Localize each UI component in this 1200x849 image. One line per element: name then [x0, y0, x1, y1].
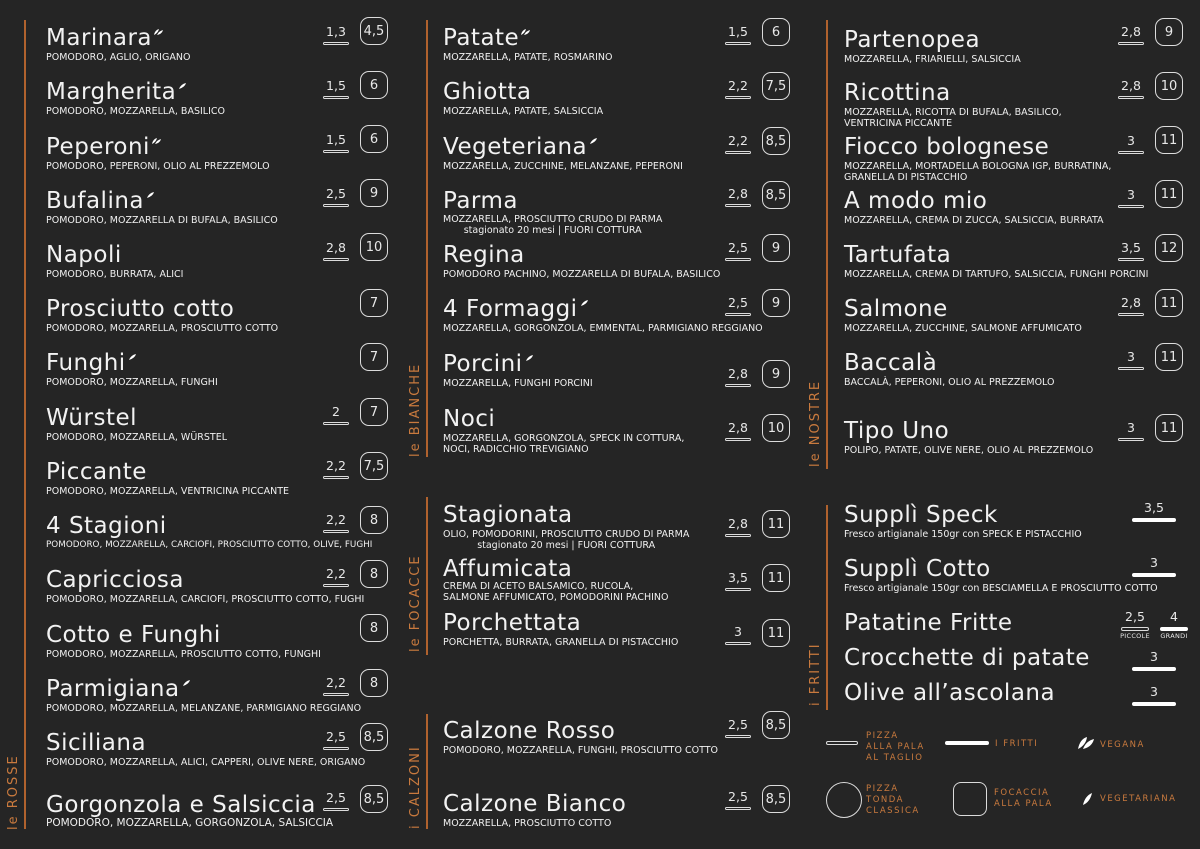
price-slice: 2,8 — [725, 421, 751, 435]
price-round: 7 — [360, 398, 388, 426]
price-round: 7 — [360, 289, 388, 317]
price-slice: 2,5 — [725, 718, 751, 732]
item-ingredients: MOZZARELLA, ZUCCHINE, SALMONE AFFUMICATO — [844, 323, 1082, 334]
price-round: 9 — [762, 234, 790, 262]
price-slice: 2,2 — [323, 676, 349, 690]
legend-focaccia-line2: ALLA PALA — [994, 799, 1053, 809]
price-round: 8,5 — [360, 723, 388, 751]
item-name: Würstel — [46, 405, 137, 431]
price-round: 8,5 — [762, 181, 790, 209]
item-name: Patate — [443, 25, 520, 51]
price-round: 8 — [360, 506, 388, 534]
vegan-icon — [521, 29, 530, 35]
price-slice: 2,8 — [725, 367, 751, 381]
price-slice: 2,5 — [323, 791, 349, 805]
price-round: 11 — [762, 564, 790, 592]
item-ingredients: MOZZARELLA, CREMA DI ZUCCA, SALSICCIA, BURRATA — [844, 215, 1104, 226]
legend-tonda-line1: PIZZA — [866, 784, 899, 794]
price-fritti: 3 — [1132, 684, 1176, 699]
item-name: Supplì Speck — [844, 502, 998, 528]
vegetarian-icon — [146, 192, 155, 198]
item-ingredients-2: VENTRICINA PICCANTE — [844, 118, 953, 129]
item-ingredients: MOZZARELLA, PATATE, ROSMARINO — [443, 52, 613, 63]
price-slice: 3 — [725, 625, 751, 639]
vegan-icon — [152, 138, 161, 144]
price-round: 8,5 — [762, 711, 790, 739]
price-slice: 1,5 — [725, 25, 751, 39]
section-label-rosse: le ROSSE — [6, 754, 21, 830]
legend-pala-line2: ALLA PALA — [866, 742, 925, 752]
item-ingredients: MOZZARELLA, PROSCIUTTO CRUDO DI PARMA — [443, 214, 663, 225]
divider-fritti — [826, 505, 828, 710]
item-ingredients: POMODORO, AGLIO, ORIGANO — [46, 52, 191, 63]
item-name: Marinara — [46, 25, 153, 51]
vegetarian-icon — [525, 355, 534, 361]
vegetarian-icon — [128, 354, 137, 360]
price-slice: 2 — [323, 405, 349, 419]
item-name: Piccante — [46, 459, 147, 485]
legend-tonda-circle — [826, 782, 862, 818]
item-name: 4 Formaggi — [443, 296, 578, 322]
price-round: 11 — [762, 619, 790, 647]
price-slice: 2,8 — [725, 187, 751, 201]
price-round: 11 — [1155, 414, 1183, 442]
price-round: 8,5 — [360, 785, 388, 813]
price-slice: 1,3 — [323, 25, 349, 39]
price-slice: 2,2 — [323, 567, 349, 581]
item-ingredients: MOZZARELLA, GORGONZOLA, SPECK IN COTTURA, — [443, 433, 685, 444]
vegetarian-icon — [589, 138, 598, 144]
price-round: 7 — [360, 343, 388, 371]
item-ingredients: POMODORO, MOZZARELLA, VENTRICINA PICCANTE — [46, 486, 290, 497]
price-round: 11 — [1155, 126, 1183, 154]
price-slice: 2,2 — [725, 79, 751, 93]
item-name: 4 Stagioni — [46, 513, 167, 539]
vegetarian-icon — [178, 83, 187, 89]
item-name: Porchettata — [443, 610, 582, 636]
section-label-fritti: i FRITTI — [808, 642, 823, 706]
price-round: 6 — [762, 18, 790, 46]
price-slice: 3,5 — [725, 571, 751, 585]
price-round: 9 — [762, 360, 790, 388]
price-slice: 2,8 — [1118, 79, 1144, 93]
price-round: 10 — [762, 414, 790, 442]
divider-focacce — [426, 497, 428, 655]
item-ingredients-2: NOCI, RADICCHIO TREVIGIANO — [443, 444, 589, 455]
price-fritti: 3 — [1132, 649, 1176, 664]
item-ingredients: OLIO, POMODORINI, PROSCIUTTO CRUDO DI PARMA — [443, 529, 690, 540]
item-name: Olive all’ascolana — [844, 680, 1056, 706]
item-name: Stagionata — [443, 502, 573, 528]
item-ingredients: POMODORO, MOZZARELLA, CARCIOFI, PROSCIUTTO COTTO, FUGHI — [46, 594, 365, 605]
item-ingredients: POMODORO PACHINO, MOZZARELLA DI BUFALA, BASILICO — [443, 269, 721, 280]
item-name: Parmigiana — [46, 676, 180, 702]
price-round: 8 — [360, 669, 388, 697]
item-name: A modo mio — [844, 188, 988, 214]
item-ingredients: POMODORO, MOZZARELLA, BASILICO — [46, 106, 225, 117]
item-ingredients-2: GRANELLA DI PISTACCHIO — [844, 172, 968, 183]
item-name: Ricottina — [844, 80, 951, 106]
item-ingredients: POLIPO, PATATE, OLIVE NERE, OLIO AL PREZZEMOLO — [844, 445, 1094, 456]
price-slice: 2,5 — [323, 187, 349, 201]
item-ingredients: BACCALÀ, PEPERONI, OLIO AL PREZZEMOLO — [844, 377, 1055, 388]
price-slice: 2,2 — [725, 134, 751, 148]
divider-nostre — [826, 20, 828, 469]
item-ingredients: MOZZARELLA, RICOTTA DI BUFALA, BASILICO, — [844, 107, 1062, 118]
price-slice: 2,5 — [725, 296, 751, 310]
size-label-small: PICCOLE — [1120, 632, 1150, 640]
price-round: 6 — [360, 125, 388, 153]
size-label-large: GRANDI — [1160, 632, 1188, 640]
item-name: Vegeteriana — [443, 134, 588, 160]
legend-tonda-label — [866, 784, 920, 817]
item-ingredients: POMODORO, MOZZARELLA, PROSCIUTTO COTTO — [46, 323, 279, 334]
section-label-bianche: le BIANCHE — [408, 362, 423, 457]
price-round: 6 — [360, 71, 388, 99]
price-slice: 3 — [1118, 188, 1144, 202]
price-slice: 2,8 — [1118, 296, 1144, 310]
item-name: Noci — [443, 406, 496, 432]
price-slice: 2,8 — [1118, 25, 1144, 39]
item-name: Napoli — [46, 242, 122, 268]
vegetarian-icon — [580, 300, 589, 306]
item-name: Affumicata — [443, 556, 573, 582]
item-ingredients: MOZZARELLA, ZUCCHINE, MELANZANE, PEPERONI — [443, 161, 683, 172]
price-slice: 2,5 — [725, 241, 751, 255]
price-slice: 2,5 — [323, 730, 349, 744]
item-name: Cotto e Funghi — [46, 622, 221, 648]
item-name: Tartufata — [844, 242, 952, 268]
legend-pala-line3: AL TAGLIO — [866, 753, 924, 763]
price-round: 4,5 — [360, 17, 388, 45]
price-slice: 2,8 — [323, 241, 349, 255]
item-ingredients: POMODORO, MOZZARELLA, GORGONZOLA, SALSICCIA — [46, 817, 334, 829]
price-round: 11 — [1155, 180, 1183, 208]
legend-fritti-line — [945, 741, 989, 745]
price-round: 9 — [1155, 18, 1183, 46]
item-ingredients-2: SALMONE AFFUMICATO, POMODORINI PACHINO — [443, 592, 669, 603]
price-round: 9 — [762, 289, 790, 317]
section-label-nostre: le NOSTRE — [808, 379, 823, 467]
item-ingredients: PORCHETTA, BURRATA, GRANELLA DI PISTACCHIO — [443, 637, 679, 648]
item-name: Porcini — [443, 351, 523, 377]
item-name: Funghi — [46, 350, 126, 376]
item-name: Baccalà — [844, 350, 938, 376]
section-label-calzoni: i CALZONI — [408, 745, 423, 829]
item-ingredients-note: stagionato 20 mesi | FUORI COTTURA — [463, 225, 642, 236]
item-ingredients: POMODORO, BURRATA, ALICI — [46, 269, 184, 280]
item-ingredients: MOZZARELLA, PATATE, SALSICCIA — [443, 106, 604, 117]
price-slice: 1,5 — [323, 79, 349, 93]
price-round: 12 — [1155, 234, 1183, 262]
item-ingredients: POMODORO, MOZZARELLA, WÜRSTEL — [46, 432, 228, 443]
item-name: Crocchette di patate — [844, 645, 1090, 671]
legend-vegana-label: VEGANA — [1100, 740, 1145, 750]
price-round: 9 — [360, 179, 388, 207]
item-ingredients-note: stagionato 20 mesi | FUORI COTTURA — [477, 540, 656, 551]
price-round: 10 — [1155, 72, 1183, 100]
item-name: Parma — [443, 188, 518, 214]
item-name: Gorgonzola e Salsiccia — [46, 792, 316, 818]
item-description: Fresco artigianale 150gr con BESCIAMELLA E PROSCIUTTO COTTO — [844, 583, 1158, 594]
price-patatine-small — [1120, 609, 1150, 640]
legend-fritti-label: I FRITTI — [995, 739, 1039, 749]
price-slice: 2,8 — [725, 517, 751, 531]
item-name: Supplì Cotto — [844, 556, 991, 582]
item-name: Salmone — [844, 296, 948, 322]
price-slice: 2,2 — [323, 513, 349, 527]
price-round: 11 — [1155, 343, 1183, 371]
item-name: Peperoni — [46, 134, 150, 160]
price-small: 2,5 — [1125, 609, 1145, 624]
legend-focaccia-square — [953, 782, 987, 816]
item-ingredients: POMODORO, MOZZARELLA, ALICI, CAPPERI, OLIVE NERE, ORIGANO — [46, 757, 366, 768]
vegan-icon — [154, 29, 163, 35]
price-round: 11 — [1155, 289, 1183, 317]
price-round: 8 — [360, 614, 388, 642]
price-round: 11 — [762, 510, 790, 538]
item-name: Calzone Bianco — [443, 791, 627, 817]
price-slice: 3 — [1118, 350, 1144, 364]
legend-pala-line — [826, 741, 858, 745]
legend-focaccia-line1: FOCACCIA — [994, 788, 1050, 798]
item-name: Regina — [443, 242, 525, 268]
price-slice: 2,2 — [323, 459, 349, 473]
item-name: Tipo Uno — [844, 418, 950, 444]
price-fritti: 3 — [1132, 555, 1176, 570]
legend-pala-label — [866, 731, 925, 764]
price-round: 7,5 — [360, 452, 388, 480]
item-ingredients: POMODORO, MOZZARELLA, CARCIOFI, PROSCIUTTO COTTO, OLIVE, FUGHI — [46, 540, 373, 550]
item-ingredients: POMODORO, MOZZARELLA, FUNGHI — [46, 377, 218, 388]
item-ingredients: CREMA DI ACETO BALSAMICO, RUCOLA, — [443, 581, 634, 592]
divider-bianche — [426, 20, 428, 457]
item-ingredients: MOZZARELLA, FRIARIELLI, SALSICCIA — [844, 54, 1021, 65]
legend-vegetariana-label: VEGETARIANA — [1100, 794, 1177, 804]
item-ingredients: POMODORO, MOZZARELLA, MELANZANE, PARMIGIANO REGGIANO — [46, 703, 362, 714]
item-name: Prosciutto cotto — [46, 296, 235, 322]
item-name: Bufalina — [46, 188, 144, 214]
item-name: Margherita — [46, 79, 177, 105]
vegetarian-icon — [182, 680, 191, 686]
item-name: Ghiotta — [443, 79, 532, 105]
price-slice: 1,5 — [323, 133, 349, 147]
legend-focaccia-label — [994, 788, 1053, 810]
item-name: Patatine Fritte — [844, 610, 1013, 636]
price-fritti: 3,5 — [1132, 500, 1176, 515]
item-ingredients: MOZZARELLA, PROSCIUTTO COTTO — [443, 818, 612, 829]
legend-tonda-line2: TONDA — [866, 795, 904, 805]
vegan-icon — [1078, 737, 1094, 749]
item-name: Partenopea — [844, 27, 981, 53]
item-ingredients: MOZZARELLA, CREMA DI TARTUFO, SALSICCIA, FUNGHI PORCINI — [844, 269, 1149, 280]
section-label-focacce: le FOCACCE — [408, 554, 423, 652]
price-round: 8 — [360, 560, 388, 588]
vegetarian-icon — [1082, 793, 1092, 805]
price-slice: 3 — [1118, 421, 1144, 435]
price-slice: 2,5 — [725, 790, 751, 804]
divider-calzoni — [426, 714, 428, 829]
price-round: 10 — [360, 233, 388, 261]
item-name: Siciliana — [46, 730, 147, 756]
item-ingredients: POMODORO, MOZZARELLA DI BUFALA, BASILICO — [46, 215, 278, 226]
item-name: Calzone Rosso — [443, 718, 616, 744]
price-slice: 3,5 — [1118, 241, 1144, 255]
price-large: 4 — [1170, 609, 1178, 624]
price-patatine-large — [1160, 609, 1188, 640]
legend-pala-line1: PIZZA — [866, 731, 899, 741]
price-round: 8,5 — [762, 127, 790, 155]
item-description: Fresco artigianale 150gr con SPECK E PISTACCHIO — [844, 529, 1082, 540]
divider-rosse — [24, 20, 26, 829]
item-ingredients: MOZZARELLA, GORGONZOLA, EMMENTAL, PARMIGIANO REGGIANO — [443, 323, 763, 334]
item-name: Capricciosa — [46, 567, 184, 593]
item-ingredients: POMODORO, PEPERONI, OLIO AL PREZZEMOLO — [46, 161, 270, 172]
price-slice: 3 — [1118, 134, 1144, 148]
item-ingredients: MOZZARELLA, MORTADELLA BOLOGNA IGP, BURRATINA, — [844, 161, 1112, 172]
item-ingredients: POMODORO, MOZZARELLA, PROSCIUTTO COTTO, FUNGHI — [46, 649, 321, 660]
item-name: Fiocco bolognese — [844, 134, 1050, 160]
item-ingredients: POMODORO, MOZZARELLA, FUNGHI, PROSCIUTTO COTTO — [443, 745, 718, 756]
price-round: 7,5 — [762, 72, 790, 100]
legend-tonda-line3: CLASSICA — [866, 806, 920, 816]
price-round: 8,5 — [762, 785, 790, 813]
item-ingredients: MOZZARELLA, FUNGHI PORCINI — [443, 378, 593, 389]
